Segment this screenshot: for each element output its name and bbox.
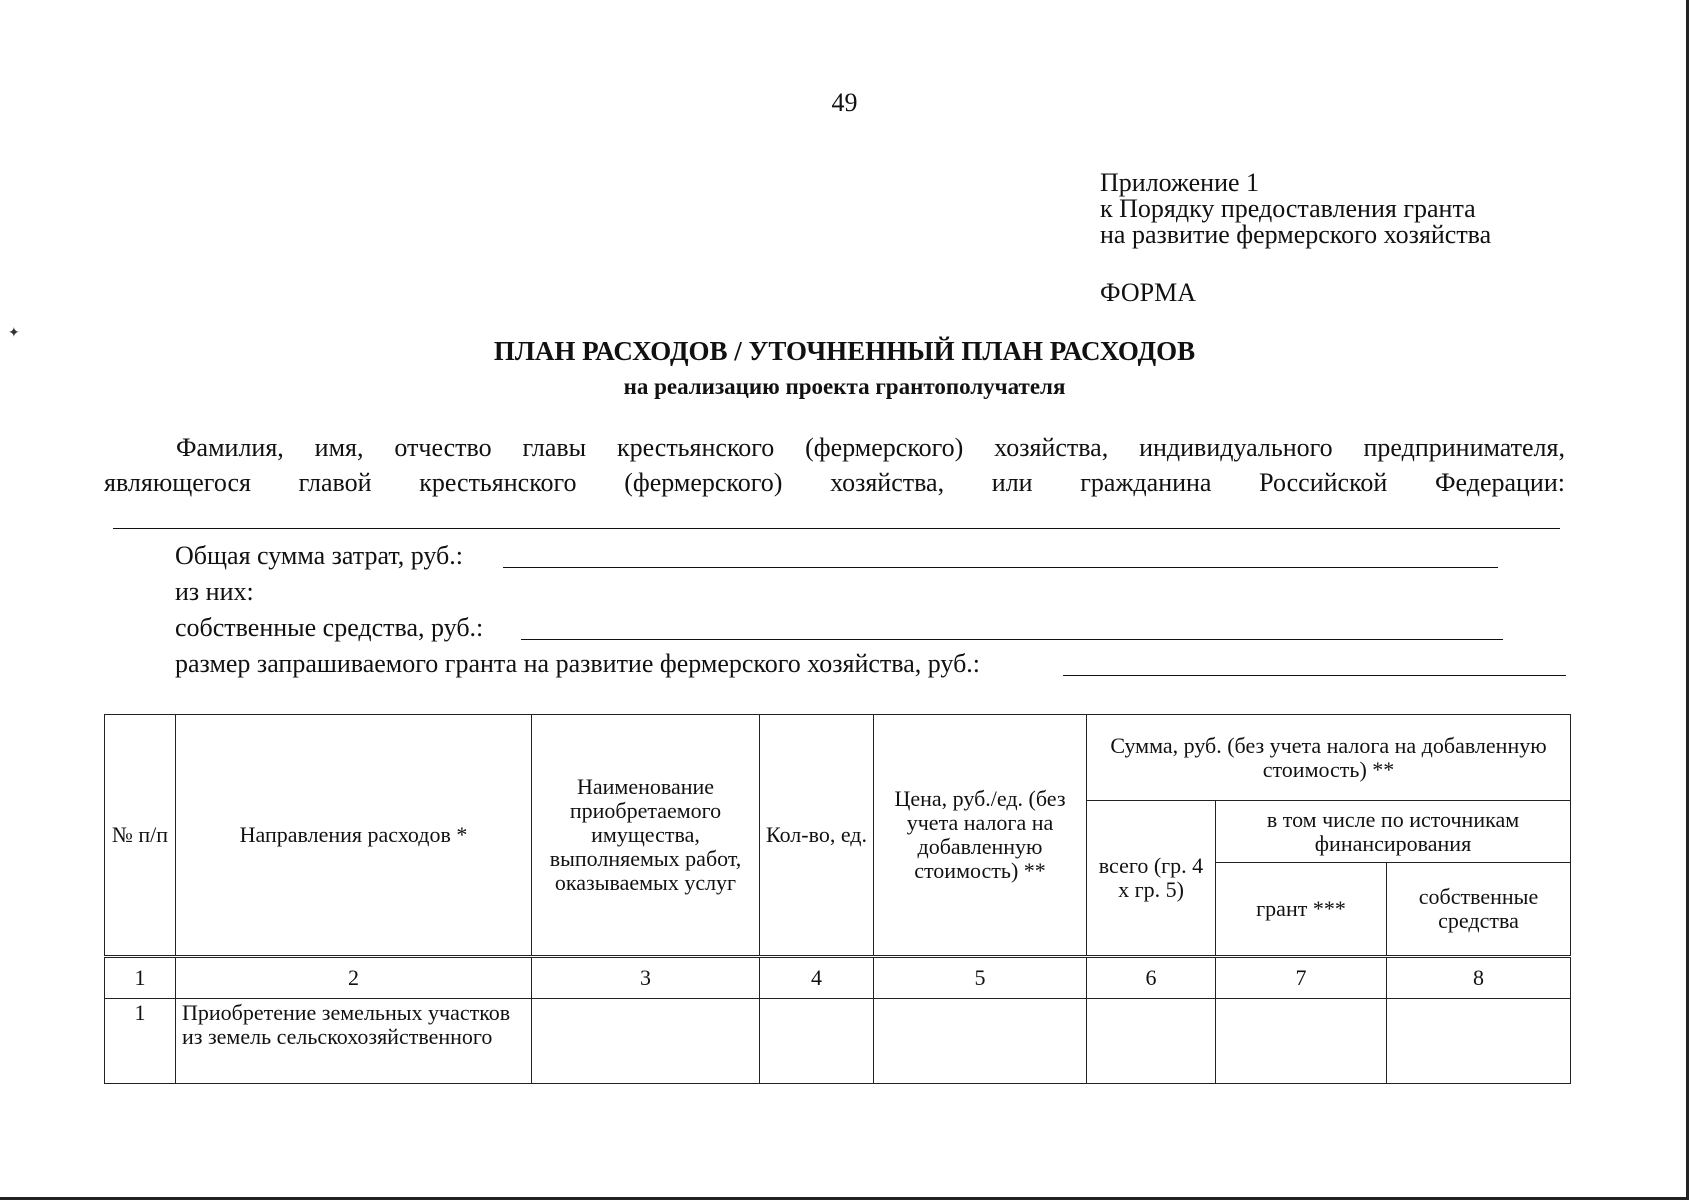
column-number: 1 [105, 957, 176, 999]
appendix-line-1: Приложение 1 [1100, 168, 1260, 197]
column-number: 4 [760, 957, 874, 999]
header-grant: грант *** [1216, 863, 1387, 957]
applicant-line-1: Фамилия, имя, отчество главы крестьянского (фермерского) хозяйства, индивидуального предпринимателя, [176, 433, 1565, 462]
row-name-cell[interactable] [532, 999, 760, 1084]
total-cost-blank[interactable] [503, 567, 1498, 568]
appendix-line-2: к Порядку предоставления гранта [1100, 194, 1476, 223]
column-number: 8 [1387, 957, 1571, 999]
table-row [105, 999, 1571, 1084]
row-price-cell[interactable] [874, 999, 1087, 1084]
row-grant-cell[interactable] [1216, 999, 1387, 1084]
column-number: 7 [1216, 957, 1387, 999]
header-qty: Кол-во, ед. [760, 715, 874, 957]
column-number: 2 [176, 957, 532, 999]
header-direction: Направления расходов * [176, 715, 532, 957]
row-total-cell[interactable] [1087, 999, 1216, 1084]
header-price: Цена, руб./ед. (без учета налога на добавленную стоимость) ** [874, 715, 1087, 957]
own-funds-blank[interactable] [521, 639, 1503, 640]
appendix-line-3: на развитие фермерского хозяйства [1100, 220, 1492, 249]
column-number: 3 [532, 957, 760, 999]
appendix-note [1100, 170, 1491, 248]
of-them-label: из них: [175, 577, 254, 606]
applicant-name-blank[interactable] [113, 528, 1560, 529]
applicant-paragraph [104, 430, 1565, 500]
row-qty-cell[interactable] [760, 999, 874, 1084]
column-number: 6 [1087, 957, 1216, 999]
header-num: № п/п [105, 715, 176, 957]
document-subtitle: на реализацию проекта грантополучателя [623, 374, 1066, 399]
header-name: Наименование приобретаемого имущества, выполняемых работ, оказываемых услуг [532, 715, 760, 957]
row-own-cell[interactable] [1387, 999, 1571, 1084]
header-sources: в том числе по источникам финансирования [1216, 801, 1571, 863]
page-number: 49 [831, 88, 858, 117]
column-number: 5 [874, 957, 1087, 999]
row-direction: Приобретение земельных участков из земель сельскохозяйственного [176, 999, 532, 1084]
column-number-row [105, 957, 1571, 999]
header-own: собственные средства [1387, 863, 1571, 957]
own-funds-label: собственные средства, руб.: [175, 613, 484, 642]
header-sum: Сумма, руб. (без учета налога на добавленную стоимость) ** [1087, 715, 1571, 801]
header-total: всего (гр. 4 х гр. 5) [1087, 801, 1216, 957]
grant-size-label: размер запрашиваемого гранта на развитие фермерского хозяйства, руб.: [175, 649, 981, 678]
grant-size-blank[interactable] [1063, 675, 1566, 676]
applicant-line-2: являющегося главой крестьянского (фермерского) хозяйства, или гражданина Российской Федерации: [104, 468, 1565, 497]
scan-mark-icon: ✦ [8, 326, 20, 341]
document-title: ПЛАН РАСХОДОВ / УТОЧНЕННЫЙ ПЛАН РАСХОДОВ [493, 336, 1196, 366]
expense-plan-table [104, 714, 1571, 1084]
total-cost-label: Общая сумма затрат, руб.: [175, 541, 464, 570]
form-label: ФОРМА [1100, 278, 1196, 307]
row-num: 1 [105, 999, 176, 1084]
